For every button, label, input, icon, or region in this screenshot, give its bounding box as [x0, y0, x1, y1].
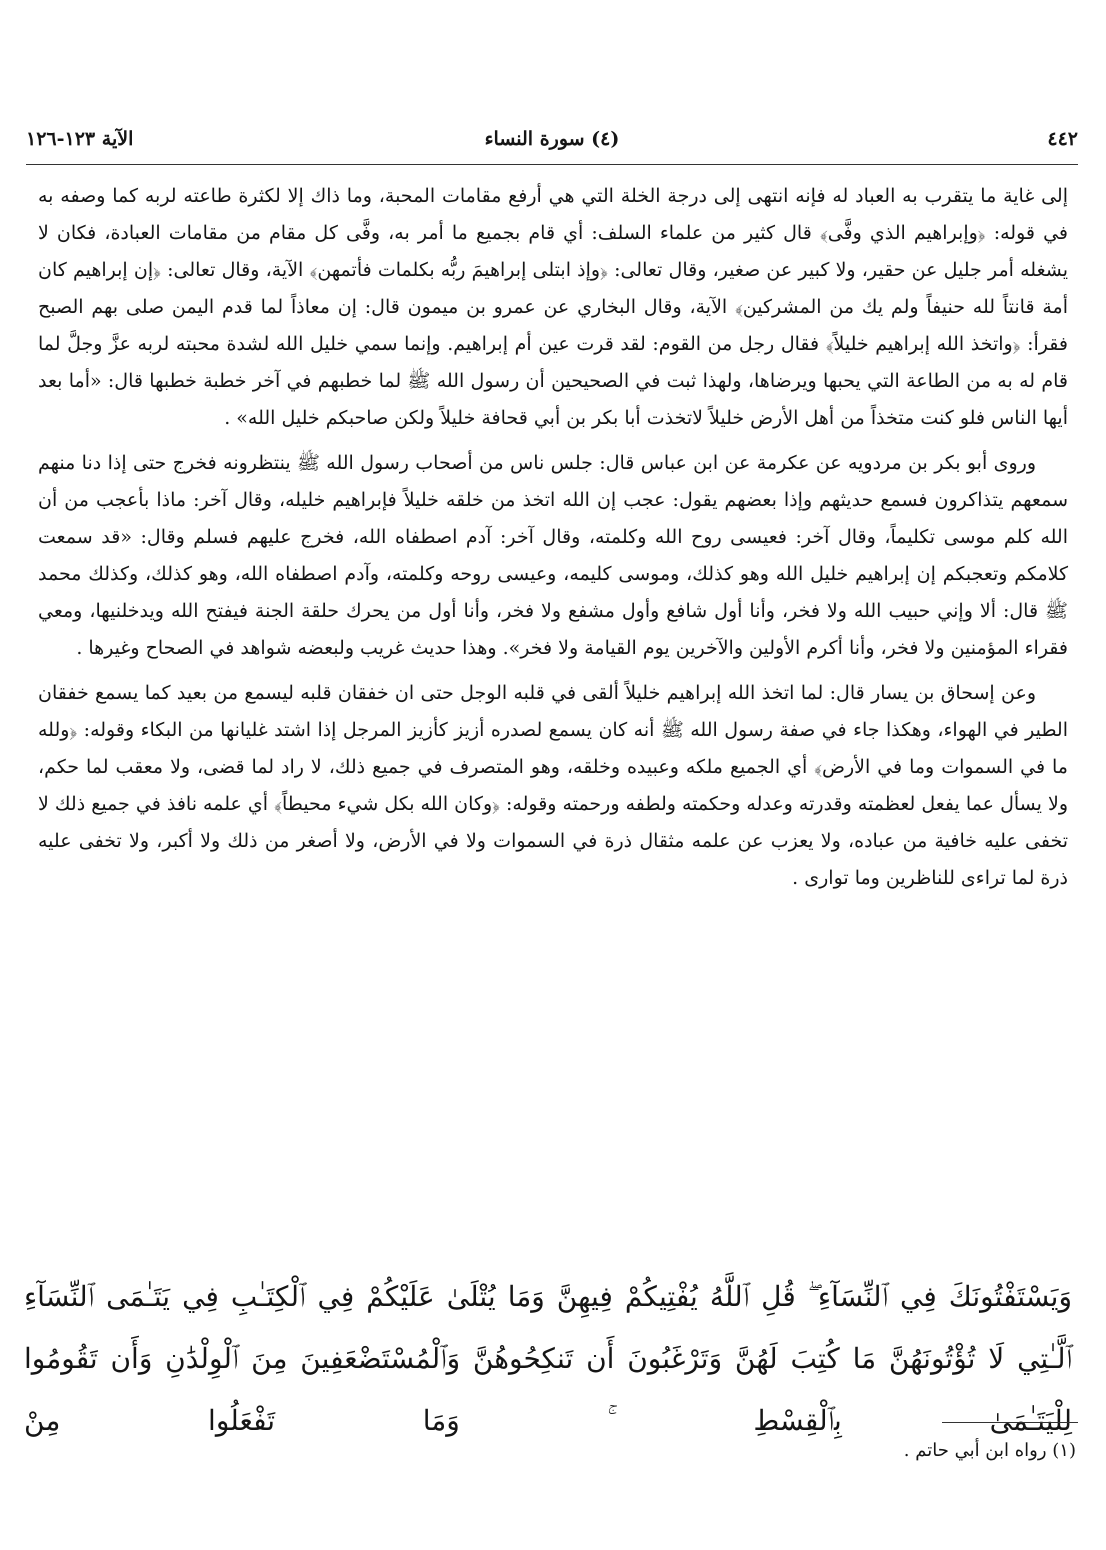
footnote-divider — [942, 1422, 1078, 1423]
surah-title: (٤) سورة النساء — [484, 128, 620, 150]
tafsir-body — [38, 178, 1068, 905]
page-header — [26, 128, 1078, 158]
verse-range: الآية ١٢٣-١٢٦ — [26, 128, 134, 150]
header-divider — [26, 164, 1078, 165]
page-number: ٤٤٢ — [1047, 128, 1078, 150]
quran-verse: وَيَسْتَفْتُونَكَ فِي ٱلنِّسَآءِ ۖ قُلِ ٱللَّهُ يُفْتِيكُمْ فِيهِنَّ وَمَا يُتْلَىٰ عَلَيْكُمْ فِي ٱلْكِتَـٰبِ فِي يَتَـٰمَى ٱلنِّسَآءِ ٱلَّـٰتِي لَا تُؤْتُونَهُنَّ مَا كُتِبَ لَهُنَّ وَتَرْغَبُونَ أَن تَنكِحُوهُنَّ وَٱلْمُسْتَضْعَفِينَ مِنَ ٱلْوِلْدَٰنِ وَأَن تَقُومُوا لِلْيَتَـٰمَىٰ بِٱلْقِسْطِ ۚ وَمَا تَفْعَلُوا مِنْ — [24, 1280, 1072, 1437]
footnote: (١) رواه ابن أبي حاتم . — [903, 1440, 1076, 1461]
paragraph: إلى غاية ما يتقرب به العباد له فإنه انتهى إلى درجة الخلة التي هي أرفع مقامات المحبة، وما ذاك إلا لكثرة طاعته لربه كما وصفه به في قوله: ﴿وإبراهيم الذي وفَّى﴾ قال كثير من علماء السلف: أي قام بجميع ما أمر به، وفَّى كل مقام من مقامات العبادة، فكان لا يشغله أمر جليل عن حقير، ولا كبير عن صغير، وقال تعالى: ﴿وإذ ابتلى إبراهيمَ ربُّه بكلمات فأتمهن﴾ الآية، وقال تعالى: ﴿إن إبراهيم كان أمة قانتاً لله حنيفاً ولم يك من المشركين﴾ الآية، وقال البخاري عن عمرو بن ميمون قال: إن معاذاً لما قدم اليمن صلى بهم الصبح فقرأ: ﴿واتخذ الله إبراهيم خليلاً﴾ فقال رجل من القوم: لقد قرت عين أم إبراهيم. وإنما سمي خليل الله لشدة محبته لربه عزَّ وجلَّ لما قام له به من الطاعة التي يحبها ويرضاها، ولهذا ثبت في الصحيحين أن رسول الله ﷺ لما خطبهم في آخر خطبة خطبها قال: «أما بعد أيها الناس فلو كنت متخذاً من أهل الأرض خليلاً لاتخذت أبا بكر بن أبي قحافة خليلاً ولكن صاحبكم خليل الله» . — [38, 185, 1068, 429]
paragraph: وعن إسحاق بن يسار قال: لما اتخذ الله إبراهيم خليلاً ألقى في قلبه الوجل حتى ان خفقان قلبه ليسمع من بعيد كما يسمع خفقان الطير في الهواء، وهكذا جاء في صفة رسول الله ﷺ أنه كان يسمع لصدره أزيز كأزيز المرجل إذا اشتد غليانها من البكاء وقوله: ﴿ولله ما في السموات وما في الأرض﴾ أي الجميع ملكه وعبيده وخلقه، وهو المتصرف في جميع ذلك، لا راد لما قضى، ولا معقب لما حكم، ولا يسأل عما يفعل لعظمته وقدرته وعدله وحكمته ولطفه ورحمته وقوله: ﴿وكان الله بكل شيء محيطاً﴾ أي علمه نافذ في جميع ذلك لا تخفى عليه خافية من عباده، ولا يعزب عن علمه مثقال ذرة في السموات ولا في الأرض، ولا أصغر من ذلك ولا أكبر، ولا تخفى عليه ذرة لما تراءى للناظرين وما توارى . — [38, 682, 1068, 889]
paragraph: وروى أبو بكر بن مردويه عن عكرمة عن ابن عباس قال: جلس ناس من أصحاب رسول الله ﷺ ينتظرونه فخرج حتى إذا دنا منهم سمعهم يتذاكرون فسمع حديثهم وإذا بعضهم يقول: عجب إن الله اتخذ من خلقه خليلاً فإبراهيم خليله، وقال آخر: ماذا بأعجب من أن الله كلم موسى تكليماً، وقال آخر: فعيسى روح الله وكلمته، وقال آخر: آدم اصطفاه الله، فخرج عليهم فسلم وقال: «قد سمعت كلامكم وتعجبكم إن إبراهيم خليل الله وهو كذلك، وموسى كليمه، وعيسى روحه وكلمته، وآدم اصطفاه الله، وهو كذلك، وكذلك محمد ﷺ قال: ألا وإني حبيب الله ولا فخر، وأنا أول شافع وأول مشفع ولا فخر، وأنا أول من يحرك حلقة الجنة فيفتح الله ويدخلنيها، ومعي فقراء المؤمنين ولا فخر، وأنا أكرم الأولين والآخرين يوم القيامة ولا فخر». وهذا حديث غريب ولبعضه شواهد في الصحاح وغيرها . — [38, 452, 1068, 659]
